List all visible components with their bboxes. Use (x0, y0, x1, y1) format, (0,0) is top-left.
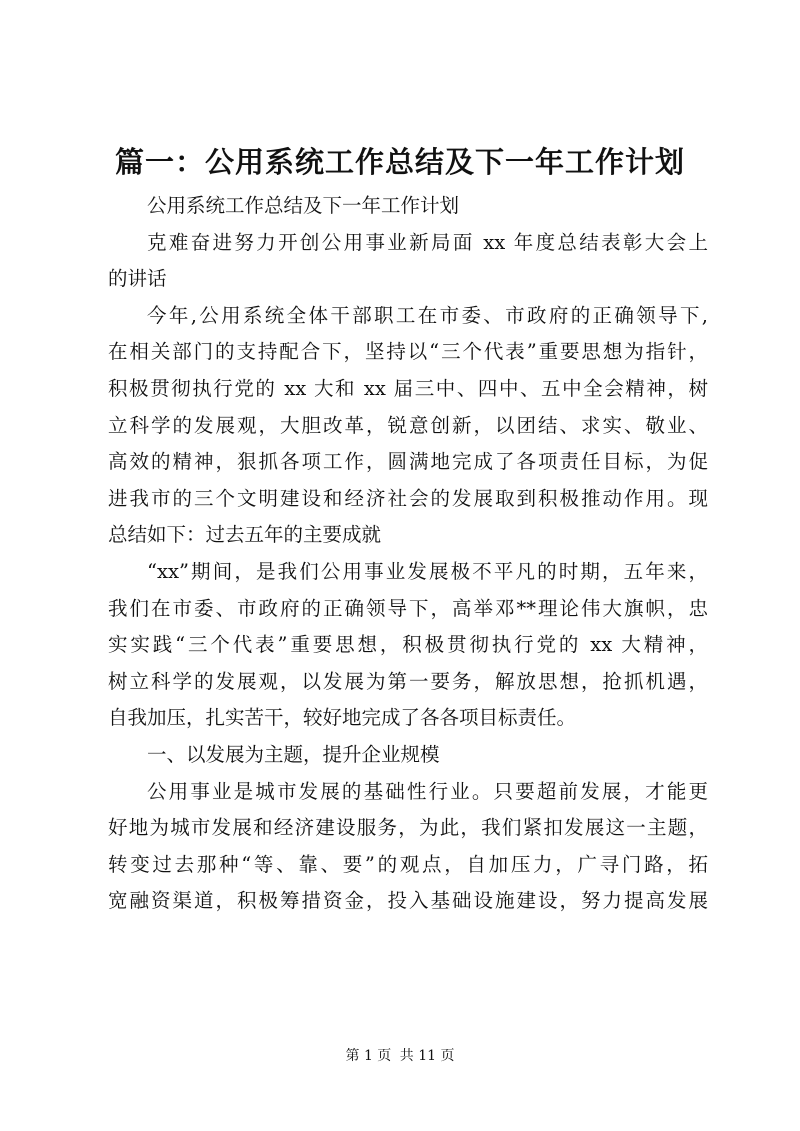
document-body (108, 188, 708, 920)
page-total: 共 11 页 (399, 1048, 455, 1064)
paragraph-line: 积极贯彻执行党的 xx 大和 xx 届三中、四中、五中全会精神，树 (108, 376, 708, 400)
paragraph-line: 克难奋进努力开创公用事业新局面 xx 年度总结表彰大会上 (147, 230, 708, 254)
paragraph-line: 宽融资渠道，积极筹措资金，投入基础设施建设，努力提高发展 (108, 889, 708, 913)
section-heading: 一、以发展为主题，提升企业规模 (147, 742, 440, 766)
page-number: 第 1 页 (345, 1048, 392, 1064)
paragraph-line: 自我加压，扎实苦干，较好地完成了各各项目标责任。 (108, 706, 577, 730)
paragraph-line: 在相关部门的支持配合下，坚持以“三个代表”重要思想为指针， (108, 340, 708, 364)
paragraph-line: 今年,公用系统全体干部职工在市委、市政府的正确领导下, (147, 303, 708, 327)
paragraph-line: 高效的精神，狠抓各项工作，圆满地完成了各项责任目标，为促 (108, 450, 708, 474)
paragraph-line: 转变过去那种“等、靠、要”的观点，自加压力，广寻门路，拓 (108, 852, 708, 876)
paragraph-line: 实实践“三个代表”重要思想，积极贯彻执行党的 xx 大精神， (108, 633, 708, 657)
paragraph-line: 公用事业是城市发展的基础性行业。只要超前发展，才能更 (147, 779, 708, 803)
paragraph-line: 我们在市委、市政府的正确领导下，高举邓**理论伟大旗帜，忠 (108, 596, 708, 620)
page-title: 篇一：公用系统工作总结及下一年工作计划 (114, 145, 685, 179)
paragraph-line: 进我市的三个文明建设和经济社会的发展取到积极推动作用。现 (108, 486, 708, 510)
paragraph-line: 好地为城市发展和经济建设服务，为此，我们紧扣发展这一主题， (108, 816, 708, 840)
paragraph-line: 的讲话 (108, 267, 167, 291)
paragraph-line: “xx”期间，是我们公用事业发展极不平凡的时期，五年来， (147, 559, 708, 583)
paragraph-line: 公用系统工作总结及下一年工作计划 (147, 194, 460, 217)
paragraph-line: 树立科学的发展观，以发展为第一要务，解放思想，抢抓机遇， (108, 669, 708, 693)
page-footer (0, 1045, 800, 1065)
paragraph-line: 总结如下：过去五年的主要成就 (108, 523, 382, 547)
paragraph-line: 立科学的发展观，大胆改革，锐意创新，以团结、求实、敬业、 (108, 413, 708, 437)
